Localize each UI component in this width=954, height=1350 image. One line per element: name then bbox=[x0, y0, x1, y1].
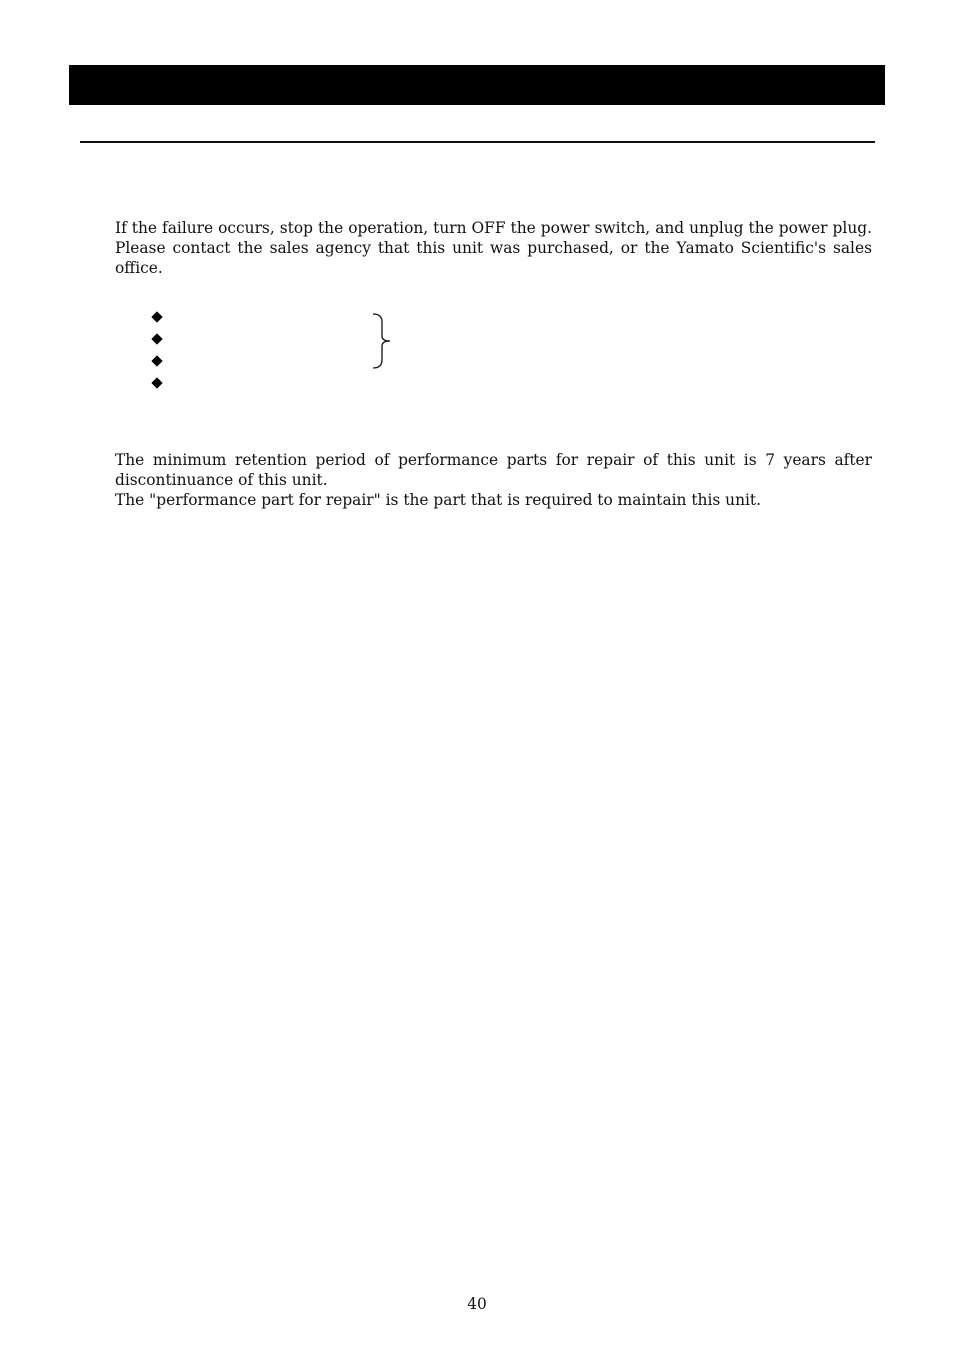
list-item bbox=[150, 374, 170, 396]
page-number: 40 bbox=[467, 1295, 487, 1313]
list-item bbox=[150, 352, 170, 374]
required-info-bullet-list bbox=[150, 308, 170, 396]
list-item bbox=[150, 308, 170, 330]
section-header-bar bbox=[69, 65, 885, 105]
right-curly-brace-icon bbox=[370, 312, 394, 370]
parts-retention-paragraph: The minimum retention period of performance parts for repair of this unit is 7 years after discontinuance of this unit. bbox=[115, 451, 872, 489]
list-item bbox=[150, 330, 170, 352]
performance-part-definition-paragraph: The "performance part for repair" is the part that is required to maintain this unit. bbox=[115, 491, 761, 509]
diamond-bullet-icon bbox=[151, 333, 162, 344]
diamond-bullet-icon bbox=[151, 377, 162, 388]
section-header-rule bbox=[80, 141, 875, 143]
failure-contact-paragraph: If the failure occurs, stop the operation, turn OFF the power switch, and unplug the power plug. Please contact the sales agency that this unit was purchased, or the Yamato Scientific's sales office. bbox=[115, 219, 872, 277]
diamond-bullet-icon bbox=[151, 311, 162, 322]
diamond-bullet-icon bbox=[151, 355, 162, 366]
